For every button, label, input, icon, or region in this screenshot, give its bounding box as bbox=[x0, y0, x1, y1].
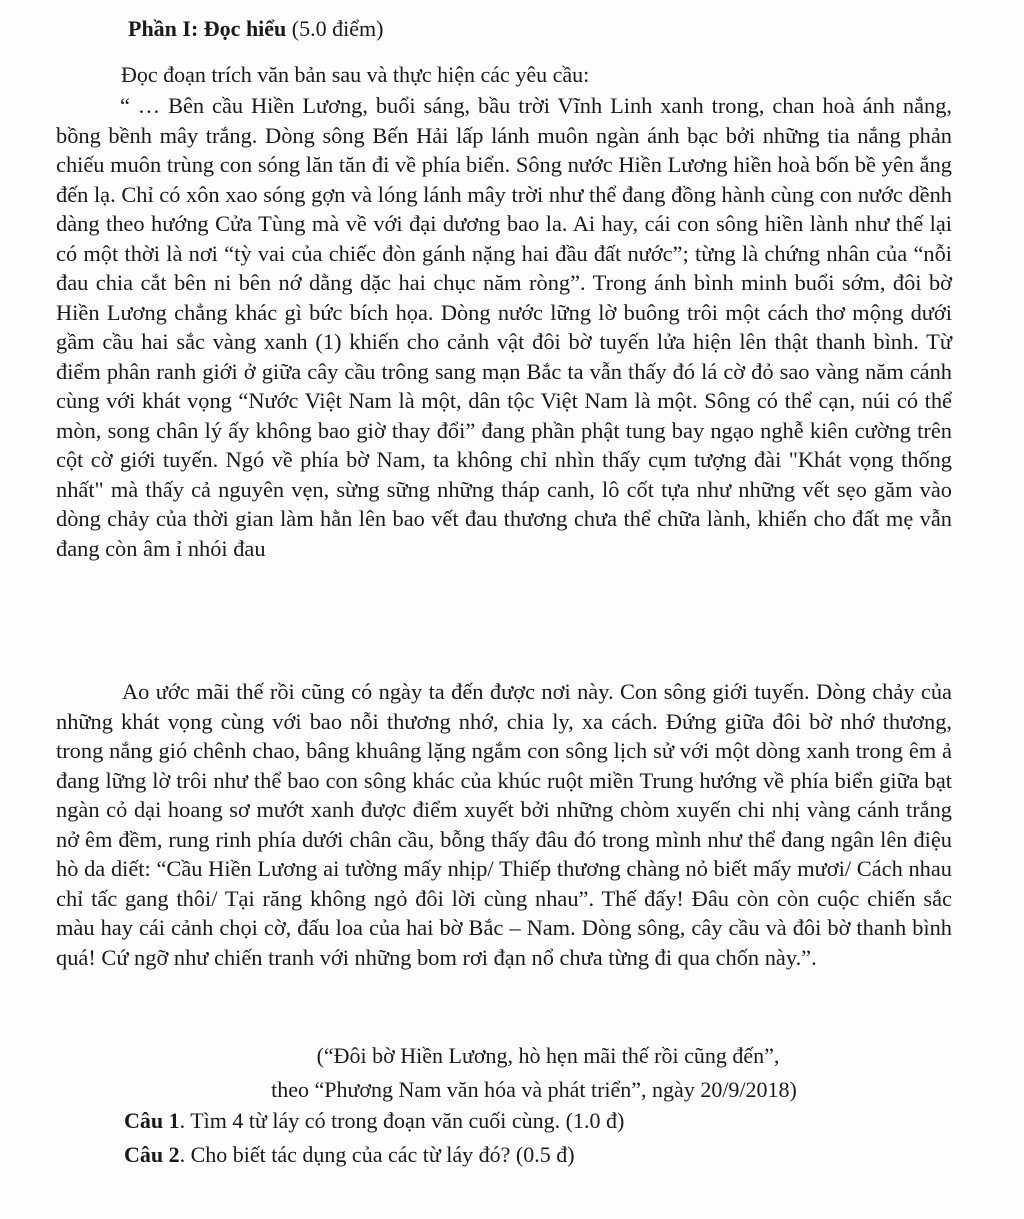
question-2-label: Câu 2 bbox=[124, 1142, 180, 1167]
section-heading bbox=[128, 14, 383, 44]
source-citation-line-2: theo “Phương Nam văn hóa và phát triển”, ngày 20/9/2018) bbox=[271, 1077, 797, 1102]
question-2-text: . Cho biết tác dụng của các từ láy đó? (0.5 đ) bbox=[179, 1142, 575, 1167]
question-2 bbox=[124, 1140, 575, 1170]
question-1-text: . Tìm 4 từ láy có trong đoạn văn cuối cùng. (1.0 đ) bbox=[179, 1108, 625, 1133]
reading-instruction: Đọc đoạn trích văn bản sau và thực hiện các yêu cầu: bbox=[121, 62, 590, 87]
source-citation-line-1: (“Đôi bờ Hiền Lương, hò hẹn mãi thế rồi cũng đến”, bbox=[316, 1043, 780, 1068]
question-1-label: Câu 1 bbox=[124, 1108, 180, 1133]
passage-paragraph-2: Ao ước mãi thế rồi cũng có ngày ta đến được nơi này. Con sông giới tuyến. Dòng chảy của những khát vọng cùng với bao nỗi thương nhớ, chia ly, xa cách. Đứng giữa đôi bờ nhớ thương, trong nắng gió chênh chao, bâng khuâng lặng ngắm con sông lịch sử với một dòng xanh trong êm ả đang lững lờ trôi như thể bao con sông khác của khúc ruột miền Trung hướng về phía biển giữa bạt ngàn cỏ dại hoang sơ mướt xanh được điểm xuyết bởi những chòm xuyến chi nhị vàng cánh trắng nở êm đềm, rung rinh phía dưới chân cầu, bỗng thấy đâu đó trong mình như thể đang ngân lên điệu hò da diết: “Cầu Hiền Lương ai tường mấy nhịp/ Thiếp thương chàng nỏ biết mấy mươi/ Cách nhau chỉ tấc gang thôi/ Tại răng không ngỏ đôi lời cùng nhau”. Thế đấy! Đâu còn còn cuộc chiến sắc màu hay cái cảnh chọi cờ, đấu loa của hai bờ Bắc – Nam. Dòng sông, cây cầu và đôi bờ thanh bình quá! Cứ ngỡ như chiến tranh với những bom rơi đạn nổ chưa từng đi qua chốn này.”. bbox=[56, 679, 952, 970]
question-1 bbox=[124, 1106, 624, 1136]
section-heading-title: Phần I: Đọc hiểu bbox=[128, 16, 287, 41]
section-heading-points: (5.0 điểm) bbox=[286, 16, 384, 41]
passage-paragraph-1: “ … Bên cầu Hiền Lương, buổi sáng, bầu trời Vĩnh Linh xanh trong, chan hoà ánh nắng, bồng bềnh mây trắng. Dòng sông Bến Hải lấp lánh muôn ngàn ánh bạc bởi những tia nắng phản chiếu muôn trùng con sóng lăn tăn đi về phía biển. Sông nước Hiền Lương hiền hoà bốn bề yên ắng đến lạ. Chỉ có xôn xao sóng gợn và lóng lánh mây trời như thể đang đồng hành cùng con nước dềnh dàng theo hướng Cửa Tùng mà về với đại dương bao la. Ai hay, cái con sông hiền lành như thế lại có một thời là nơi “tỳ vai của chiếc đòn gánh nặng hai đầu đất nước”; từng là chứng nhân của “nỗi đau chia cắt bên ni bên nớ dằng dặc hai chục năm ròng”. Trong ánh bình minh buổi sớm, đôi bờ Hiền Lương chẳng khác gì bức bích họa. Dòng nước lững lờ buông trôi một cách thơ mộng dưới gầm cầu hai sắc vàng xanh (1) khiến cho cảnh vật đôi bờ tuyến lửa hiện lên thật thanh bình. Từ điểm phân ranh giới ở giữa cây cầu trông sang mạn Bắc ta vẫn thấy đó lá cờ đỏ sao vàng năm cánh cùng với khát vọng “Nước Việt Nam là một, dân tộc Việt Nam là một. Sông có thể cạn, núi có thể mòn, song chân lý ấy không bao giờ thay đổi” đang phần phật tung bay ngạo nghễ kiên cường trên cột cờ giới tuyến. Ngó về phía bờ Nam, ta không chỉ nhìn thấy cụm tượng đài "Khát vọng thống nhất" mà thấy cả nguyên vẹn, sừng sững những tháp canh, lô cốt tựa như những vết sẹo găm vào dòng chảy của thời gian làm hằn lên bao vết đau thương chưa thể chữa lành, khiến cho đất mẹ vẫn đang còn âm ỉ nhói đau bbox=[56, 93, 952, 561]
